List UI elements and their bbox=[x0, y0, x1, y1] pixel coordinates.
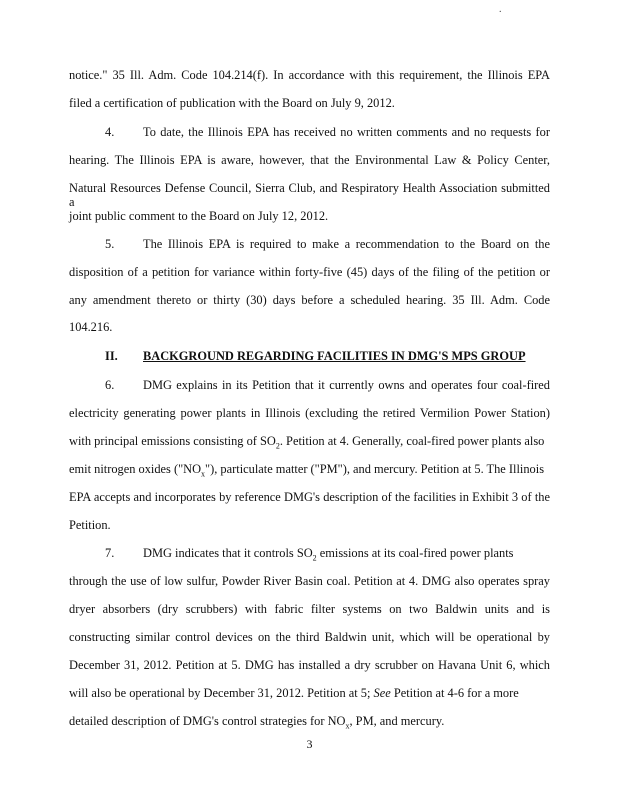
paragraph-line: any amendment thereto or thirty (30) days before a scheduled hearing. 35 Ill. Adm. Code bbox=[69, 293, 550, 307]
paragraph-line: 104.216. bbox=[69, 320, 113, 334]
subscript: 2 bbox=[312, 553, 317, 563]
paragraph-line: through the use of low sulfur, Powder River Basin coal. Petition at 4. DMG also operates spray bbox=[69, 574, 550, 588]
paragraph-line: dryer absorbers (dry scrubbers) with fabric filter systems on two Baldwin units and is bbox=[69, 602, 550, 616]
paragraph-line bbox=[69, 434, 550, 451]
line-segment: emissions at its coal-fired power plants bbox=[316, 546, 514, 560]
paragraph-line bbox=[143, 546, 514, 563]
paragraph-line: To date, the Illinois EPA has received no written comments and no requests for bbox=[143, 125, 550, 139]
scan-mark: . bbox=[499, 4, 502, 15]
line-segment: . Petition at 4. Generally, coal-fired power plants also bbox=[279, 434, 545, 448]
citation-signal: See bbox=[373, 686, 391, 700]
paragraph-line: disposition of a petition for variance within forty-five (45) days of the filing of the petition or bbox=[69, 265, 550, 279]
paragraph-line: joint public comment to the Board on July 12, 2012. bbox=[69, 209, 329, 223]
paragraph-line: notice." 35 Ill. Adm. Code 104.214(f). In accordance with this requirement, the Illinois EPA bbox=[69, 68, 550, 82]
paragraph-number: 6. bbox=[105, 378, 115, 392]
paragraph-line bbox=[69, 714, 550, 731]
line-segment: Petition at 4-6 for a more bbox=[390, 686, 519, 700]
paragraph-line: DMG explains in its Petition that it currently owns and operates four coal-fired bbox=[143, 378, 550, 392]
section-heading bbox=[69, 349, 550, 363]
line-segment: , PM, and mercury. bbox=[349, 714, 445, 728]
paragraph-line: constructing similar control devices on the third Baldwin unit, which will be operational by bbox=[69, 630, 550, 644]
paragraph-number: 7. bbox=[105, 546, 115, 560]
line-segment: DMG indicates that it controls SO bbox=[143, 546, 313, 560]
paragraph-line: filed a certification of publication with the Board on July 9, 2012. bbox=[69, 96, 395, 110]
paragraph-line: electricity generating power plants in Illinois (excluding the retired Vermilion Power Station) bbox=[69, 406, 550, 420]
page-number: 3 bbox=[306, 737, 313, 751]
line-segment: "), particulate matter ("PM"), and mercury. Petition at 5. The Illinois bbox=[205, 462, 545, 476]
paragraph-line bbox=[69, 686, 550, 700]
paragraph-number: 4. bbox=[105, 125, 115, 139]
paragraph-line: Natural Resources Defense Council, Sierra Club, and Respiratory Health Association submitted a bbox=[69, 181, 550, 209]
line-segment: detailed description of DMG's control strategies for NO bbox=[69, 714, 346, 728]
line-segment: will also be operational by December 31, 2012. Petition at 5; bbox=[69, 686, 374, 700]
paragraph-line bbox=[69, 462, 550, 479]
paragraph-line: EPA accepts and incorporates by reference DMG's description of the facilities in Exhibit 3 of the bbox=[69, 490, 550, 504]
paragraph-line: The Illinois EPA is required to make a recommendation to the Board on the bbox=[143, 237, 550, 251]
paragraph-number: 5. bbox=[105, 237, 115, 251]
line-segment: emit nitrogen oxides ("NO bbox=[69, 462, 202, 476]
line-segment: with principal emissions consisting of SO bbox=[69, 434, 276, 448]
paragraph-line: hearing. The Illinois EPA is aware, however, that the Environmental Law & Policy Center, bbox=[69, 153, 550, 167]
section-number: II. bbox=[105, 349, 118, 363]
subscript: 2 bbox=[275, 441, 280, 451]
subscript: x bbox=[345, 721, 350, 731]
subscript: x bbox=[201, 469, 206, 479]
section-title: BACKGROUND REGARDING FACILITIES IN DMG'S MPS GROUP bbox=[143, 349, 526, 363]
paragraph-line: December 31, 2012. Petition at 5. DMG has installed a dry scrubber on Havana Unit 6, which bbox=[69, 658, 550, 672]
paragraph-line: Petition. bbox=[69, 518, 111, 532]
